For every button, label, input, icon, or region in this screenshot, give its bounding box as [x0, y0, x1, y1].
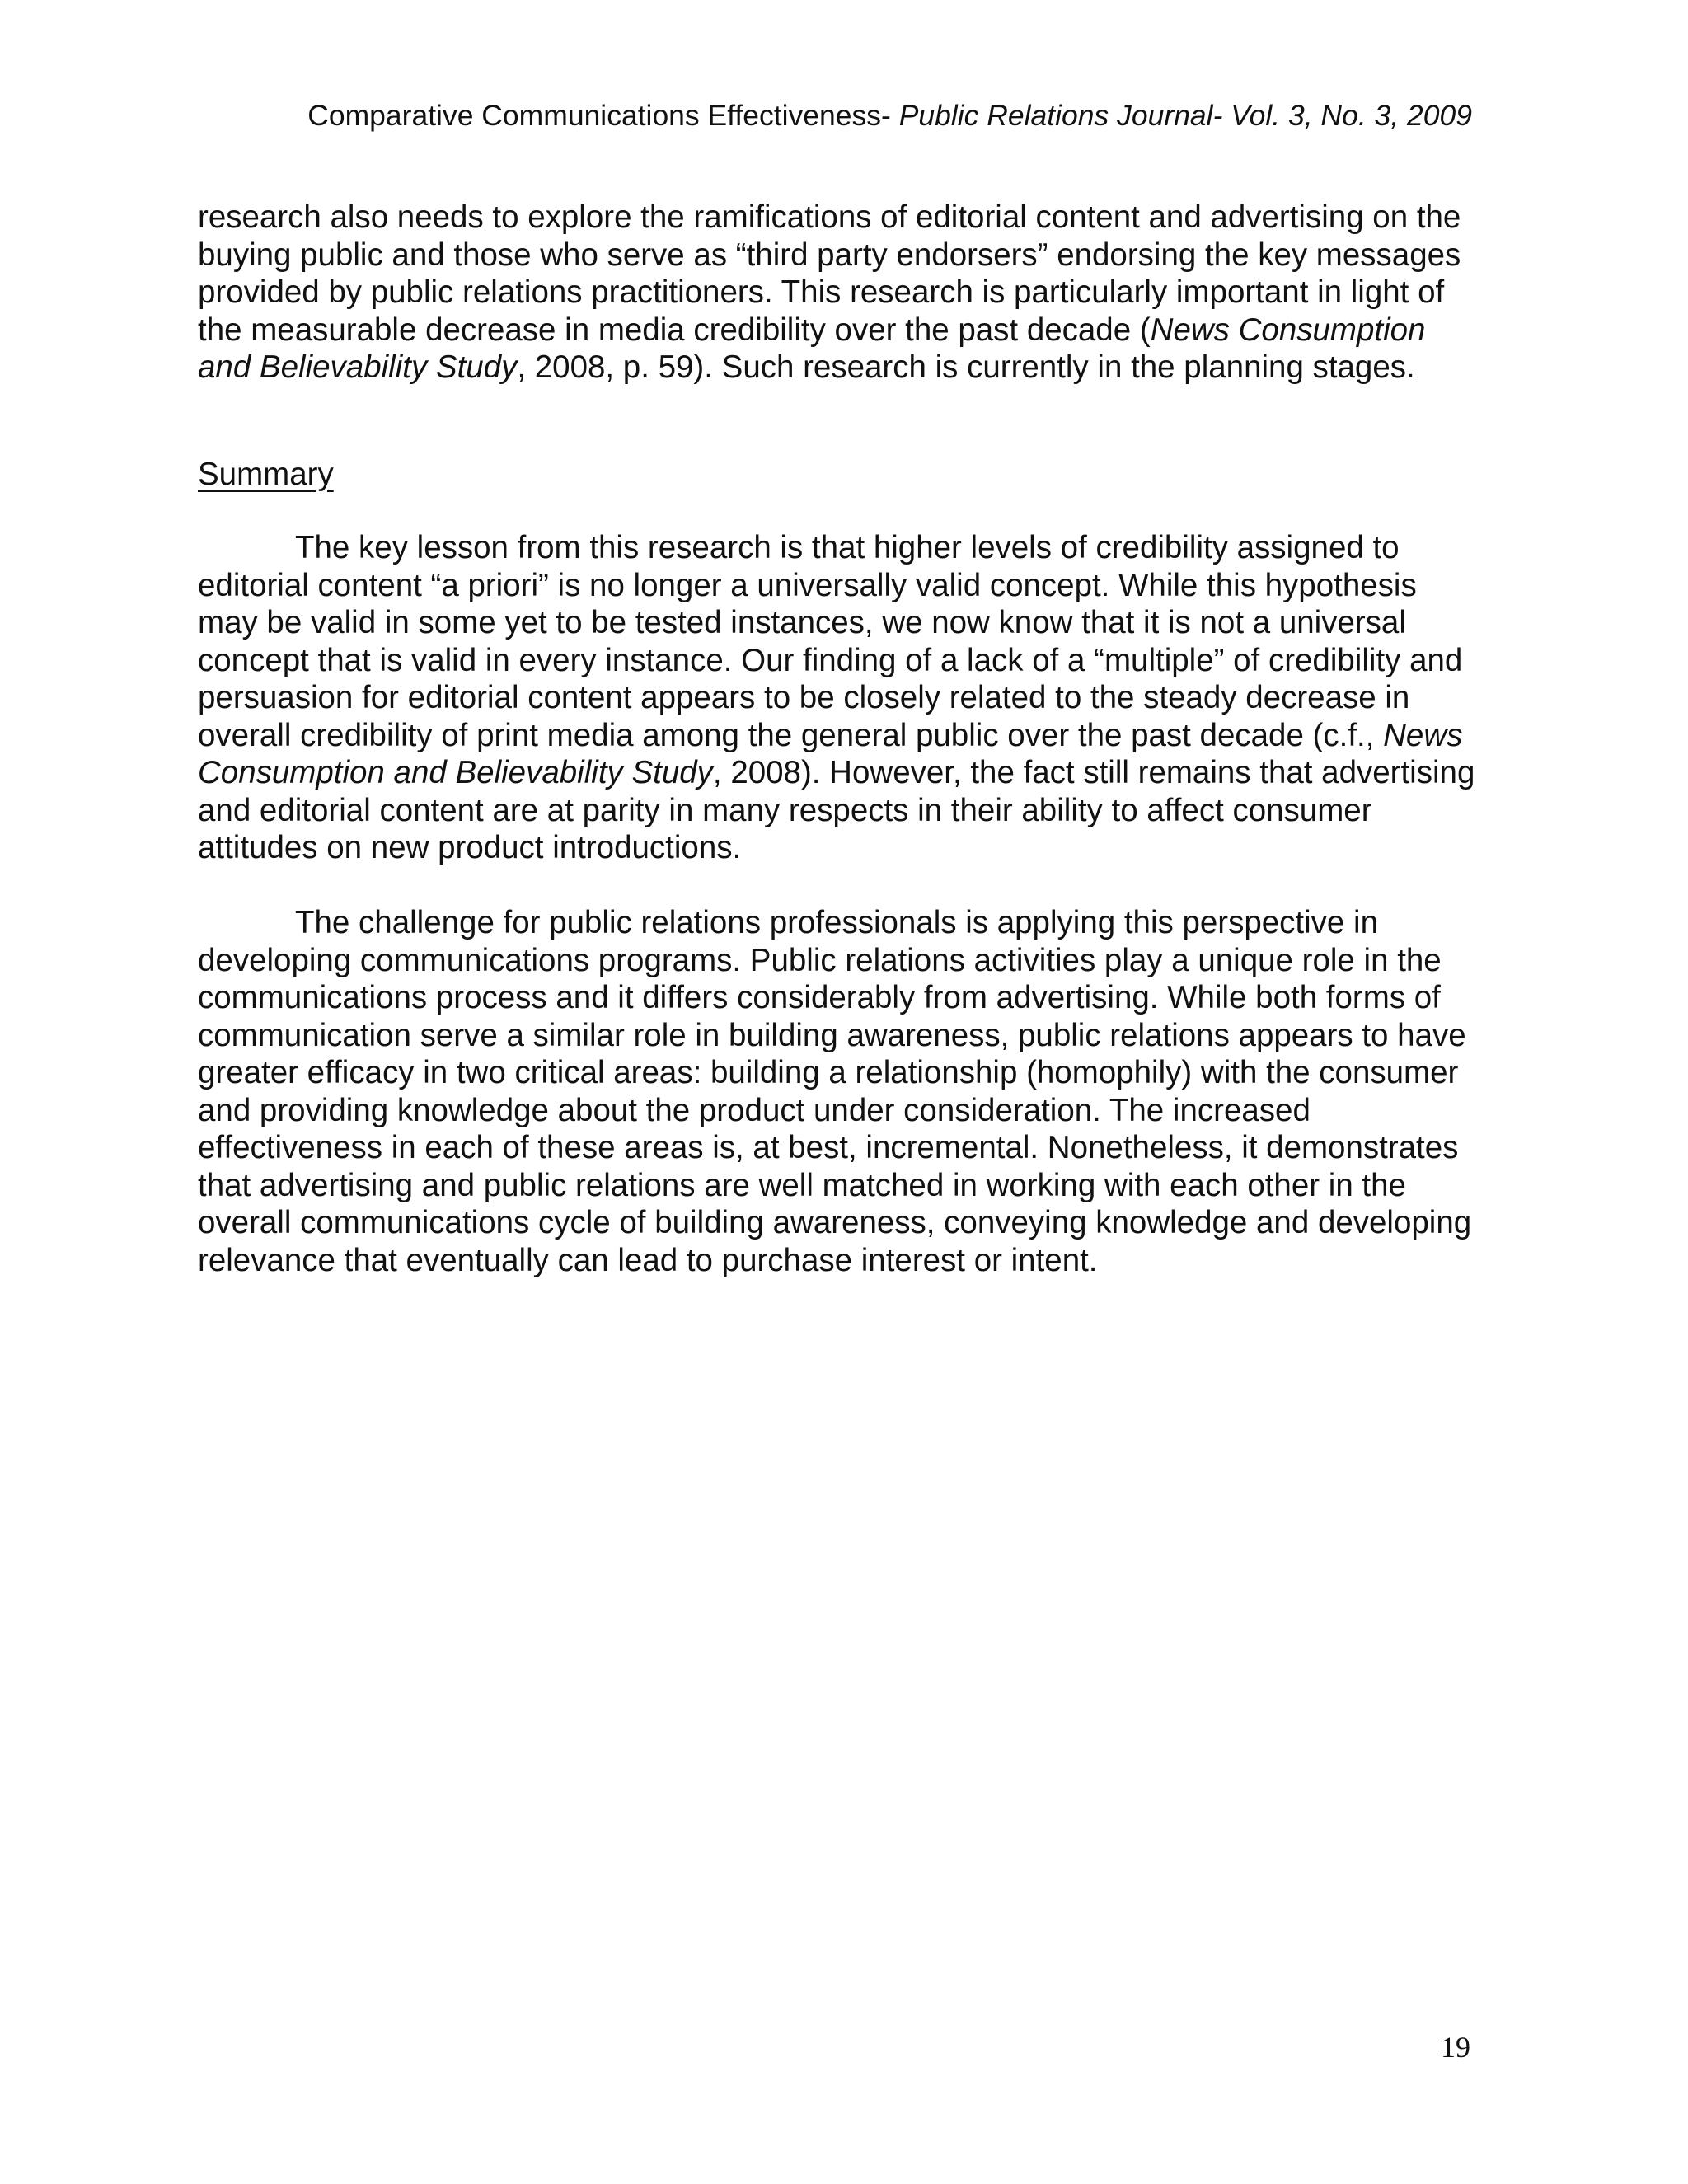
- running-header: [198, 97, 1472, 134]
- paragraph-1-text-b: , 2008, p. 59). Such research is currently in the planning stages.: [517, 349, 1415, 385]
- page-number: 19: [1441, 2031, 1470, 2064]
- paragraph-2: [198, 529, 1484, 867]
- paragraph-1-text-a: research also needs to explore the ramifications of editorial content and advertising on the buying public and those who serve as “third party endorsers” endorsing the key messages provided by public relations practitioners. This research is particularly important in light of the measurable decrease in media credibility over the past decade (: [198, 199, 1461, 348]
- paragraph-3-text: The challenge for public relations professionals is applying this perspective in developing communications programs. Public relations activities play a unique role in the communications process and it differs considerably from advertising. While both forms of communication serve a similar role in building awareness, public relations appears to have greater efficacy in two critical areas: building a relationship (homophily) with the consumer and providing knowledge about the product under consideration. The increased effectiveness in each of these areas is, at best, incremental. Nonetheless, it demonstrates that advertising and public relations are well matched in working with each other in the overall communications cycle of building awareness, conveying knowledge and developing relevance that eventually can lead to purchase interest or intent.: [198, 905, 1472, 1278]
- paragraph-2-text-b: , 2008). However, the fact still remains that advertising and editorial content are at parity in many respects in their ability to affect consumer attitudes on new product introductions.: [198, 755, 1475, 865]
- header-journal-citation: Public Relations Journal- Vol. 3, No. 3, 2009: [898, 99, 1472, 132]
- section-heading-summary: Summary: [198, 457, 334, 492]
- paragraph-1-study-title: News Consumption and Believability Study: [198, 312, 1426, 385]
- paragraph-2-study-title: News Consumption and Believability Study: [198, 717, 1463, 790]
- header-prefix: Comparative Communications Effectiveness-: [307, 99, 899, 132]
- paragraph-3: [198, 904, 1484, 1279]
- paragraph-2-text-a: The key lesson from this research is that higher levels of credibility assigned to editorial content “a priori” is no longer a universally valid concept. While this hypothesis may be valid in some yet to be tested instances, we now know that it is not a universal concept that is valid in every instance. Our finding of a lack of a “multiple” of credibility and persuasion for editorial content appears to be closely related to the steady decrease in overall credibility of print media among the general public over the past decade (c.f.,: [198, 530, 1463, 753]
- paragraph-1: [198, 199, 1484, 387]
